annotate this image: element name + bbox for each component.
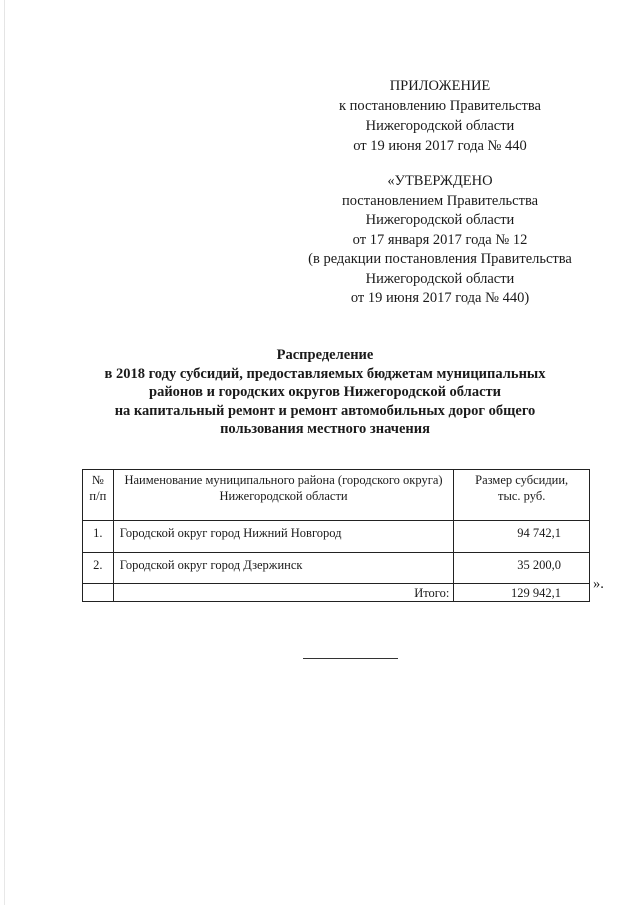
approval-line: постановлением Правительства bbox=[341, 192, 539, 209]
approval-line: от 17 января 2017 года № 12 bbox=[352, 231, 528, 248]
header-name-line: Наименование муниципального района (городского округа) bbox=[124, 473, 443, 487]
row-name: Городской округ город Нижний Новгород bbox=[113, 521, 454, 553]
header-num bbox=[83, 470, 114, 521]
header-num-line: п/п bbox=[89, 489, 107, 503]
header-amount bbox=[454, 470, 590, 521]
annex-block bbox=[300, 76, 580, 156]
title-line: районов и городских округов Нижегородской области bbox=[149, 384, 501, 400]
approval-line: (в редакции постановления Правительства bbox=[308, 251, 572, 267]
header-amount-line: тыс. руб. bbox=[498, 489, 546, 503]
header-amount-line: Размер субсидии, bbox=[475, 473, 569, 487]
row-num: 1. bbox=[83, 521, 114, 553]
approval-block bbox=[290, 172, 590, 309]
header-name-line: Нижегородской области bbox=[219, 489, 348, 503]
header-name bbox=[113, 470, 454, 521]
header-num-line: № bbox=[91, 473, 104, 487]
title-line: в 2018 году субсидий, предоставляемых бюджетам муниципальных bbox=[104, 365, 546, 382]
subsidy-table bbox=[82, 469, 590, 602]
approval-line: от 19 июня 2017 года № 440) bbox=[350, 290, 530, 306]
total-amount: 129 942,1 bbox=[454, 584, 590, 602]
total-label: Итого: bbox=[113, 584, 454, 602]
total-empty-cell bbox=[83, 584, 114, 602]
table-total-row bbox=[83, 584, 590, 602]
approval-line: Нижегородской области bbox=[365, 270, 515, 287]
table-row bbox=[83, 521, 590, 553]
row-num: 2. bbox=[83, 553, 114, 584]
approval-heading: «УТВЕРЖДЕНО bbox=[387, 173, 493, 189]
closing-quote: ». bbox=[593, 576, 604, 592]
annex-date: от 19 июня 2017 года № 440 bbox=[353, 138, 527, 154]
scan-edge-line bbox=[4, 0, 5, 905]
row-amount: 94 742,1 bbox=[454, 521, 590, 553]
approval-line: Нижегородской области bbox=[365, 212, 515, 228]
document-title bbox=[60, 346, 590, 439]
annex-line: к постановлению Правительства bbox=[339, 98, 541, 114]
annex-heading: ПРИЛОЖЕНИЕ bbox=[389, 78, 491, 94]
annex-line: Нижегородской области bbox=[365, 118, 515, 134]
table-header-row bbox=[83, 470, 590, 521]
table-row bbox=[83, 553, 590, 584]
row-amount: 35 200,0 bbox=[454, 553, 590, 584]
title-line: на капитальный ремонт и ремонт автомобильных дорог общего bbox=[114, 402, 536, 419]
title-line: пользования местного значения bbox=[220, 421, 430, 437]
title-line: Распределение bbox=[276, 347, 374, 363]
end-divider bbox=[303, 658, 398, 659]
row-name: Городской округ город Дзержинск bbox=[113, 553, 454, 584]
